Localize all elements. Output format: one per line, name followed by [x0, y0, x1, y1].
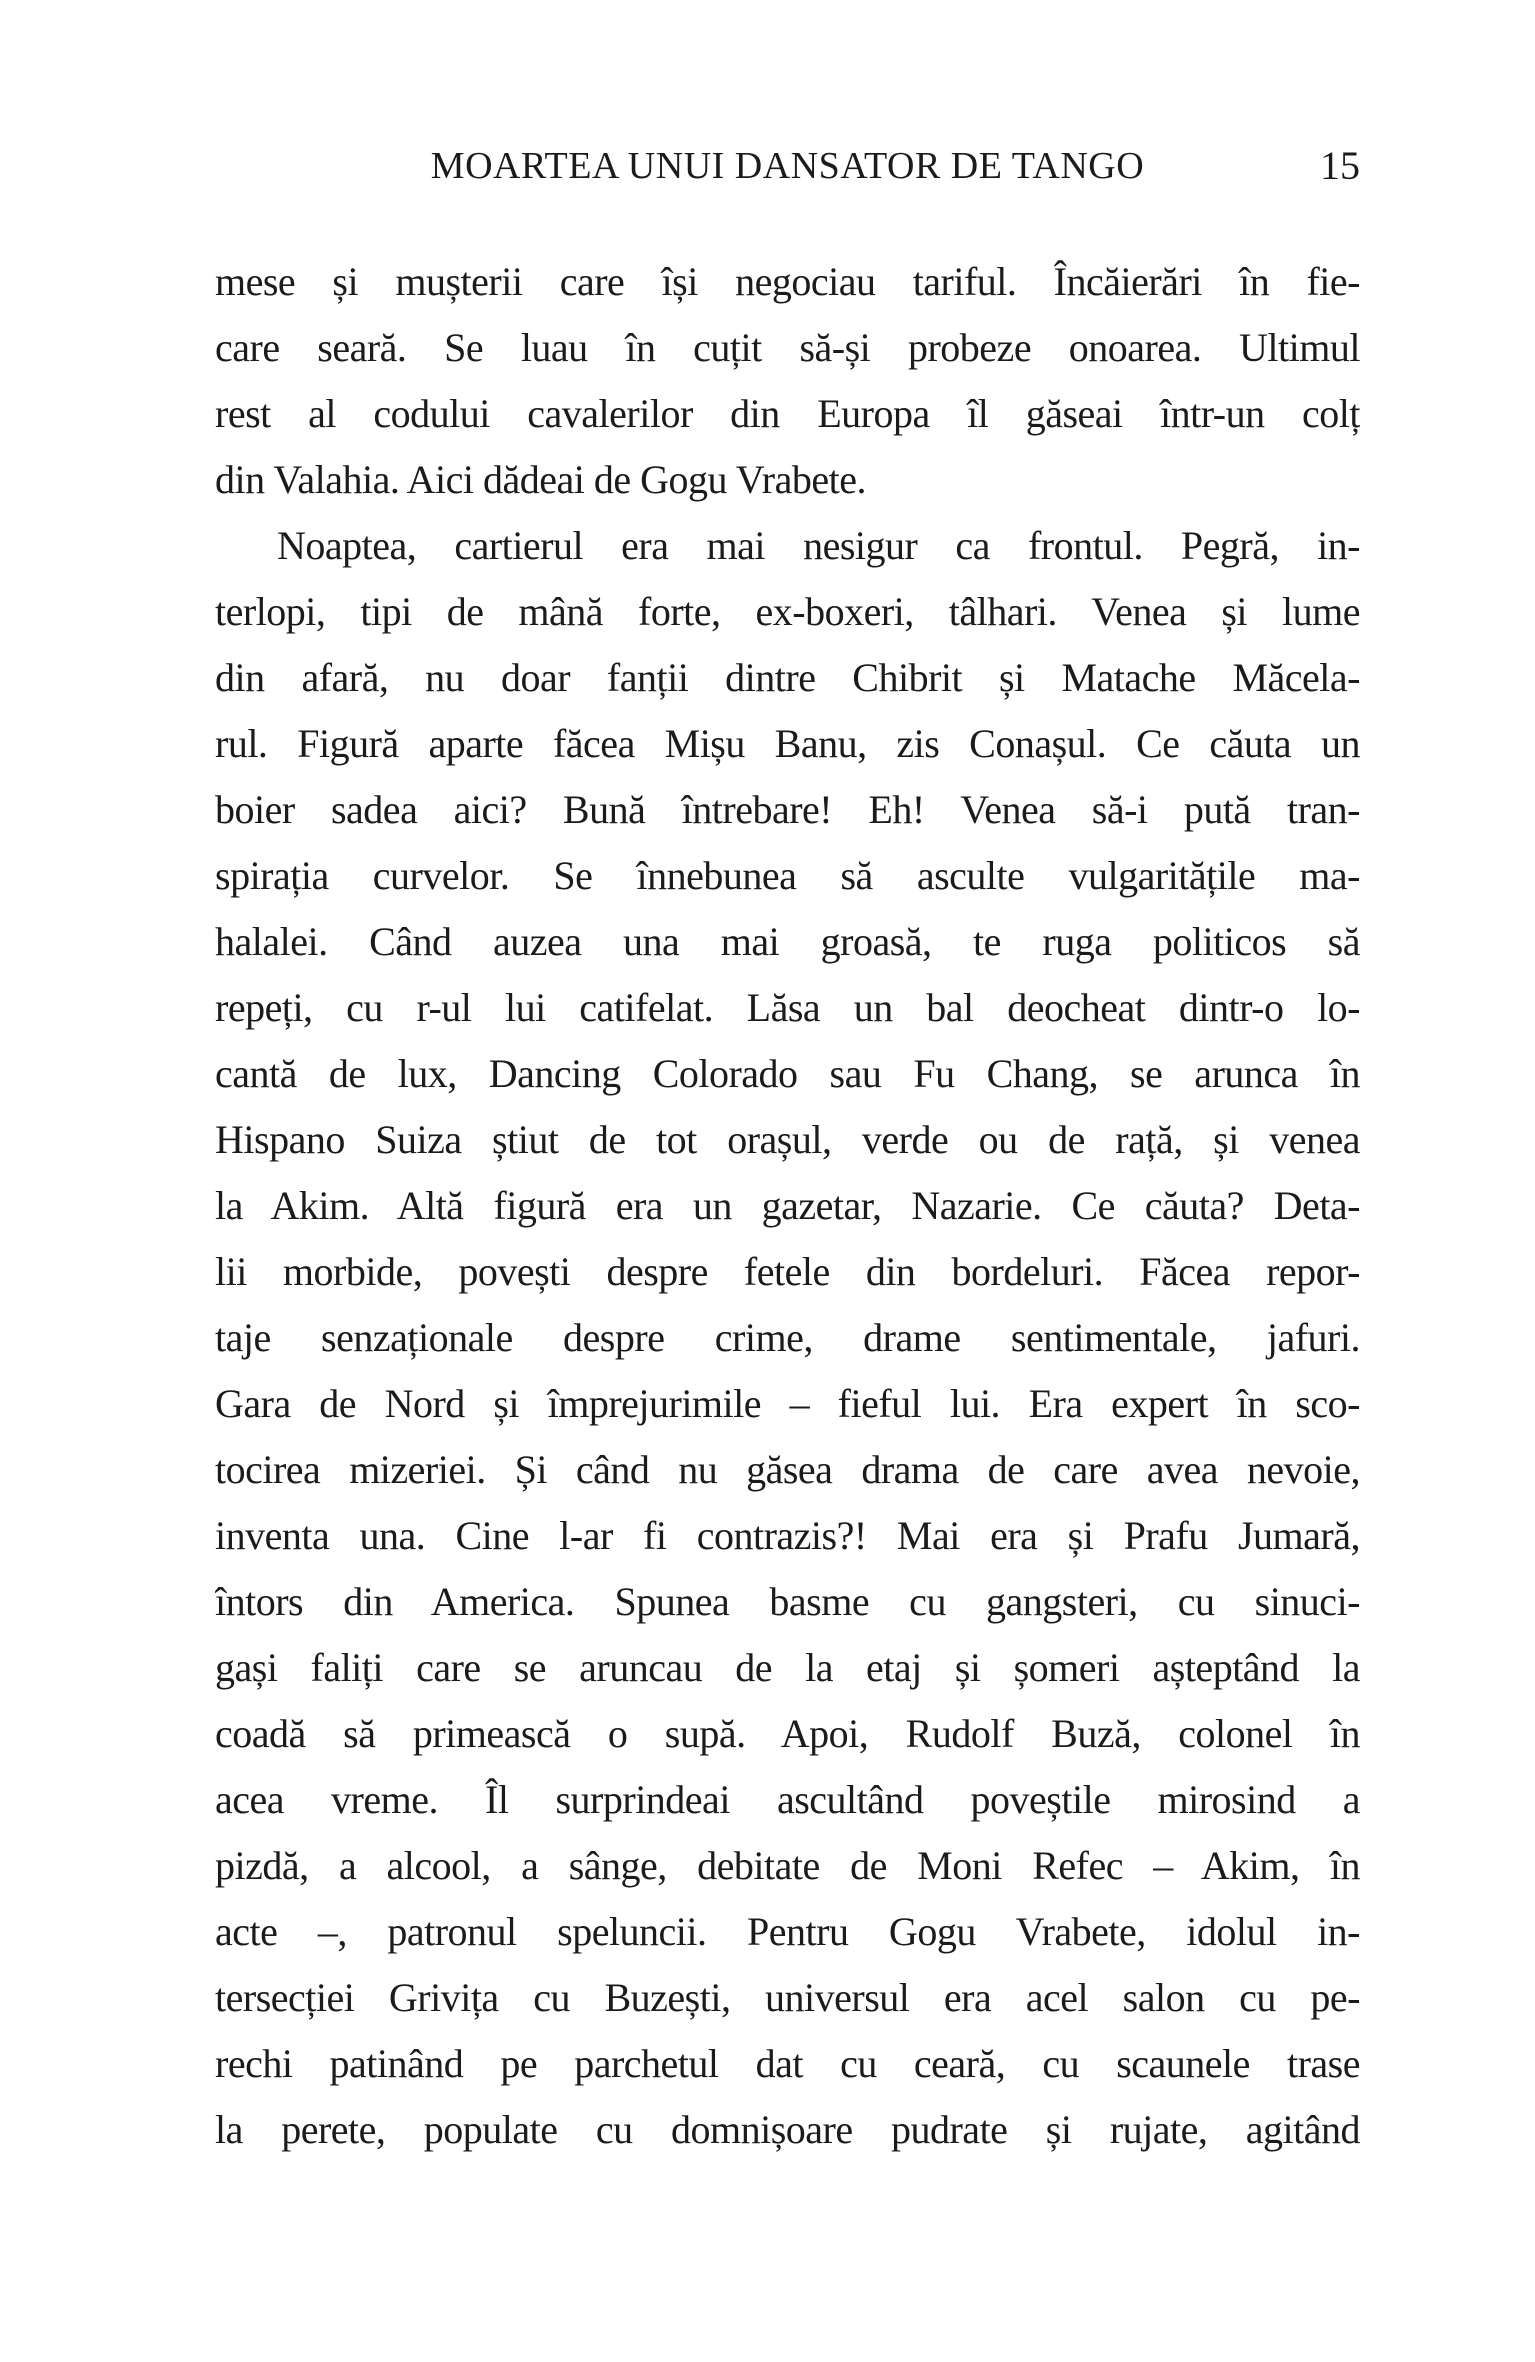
text-line: taje senzaționale despre crime, drame sentimentale, jafuri. [215, 1315, 1360, 1360]
text-line: rechi patinând pe parchetul dat cu ceară, cu scaunele trase [215, 2041, 1360, 2086]
text-line: repeți, cu r-ul lui catifelat. Lăsa un bal deocheat dintr-o lo- [215, 985, 1360, 1030]
text-line: gași faliți care se aruncau de la etaj și șomeri așteptând la [215, 1645, 1360, 1690]
text-line: din afară, nu doar fanții dintre Chibrit și Matache Măcela- [215, 655, 1360, 700]
text-line: Noaptea, cartierul era mai nesigur ca frontul. Pegră, in- [277, 523, 1360, 568]
page-number: 15 [1320, 143, 1360, 188]
text-line: din Valahia. Aici dădeai de Gogu Vrabete. [215, 457, 866, 502]
text-line: rul. Figură aparte făcea Mișu Banu, zis Conașul. Ce căuta un [215, 721, 1360, 766]
page-header [215, 143, 1360, 189]
text-line: spirația curvelor. Se înnebunea să asculte vulgaritățile ma- [215, 853, 1360, 898]
text-line: terlopi, tipi de mână forte, ex-boxeri, tâlhari. Venea și lume [215, 589, 1360, 634]
text-line: tocirea mizeriei. Și când nu găsea drama de care avea nevoie, [215, 1447, 1360, 1492]
text-line: halalei. Când auzea una mai groasă, te ruga politicos să [215, 919, 1360, 964]
text-line: boier sadea aici? Bună întrebare! Eh! Venea să-i pută tran- [215, 787, 1360, 832]
text-line: lii morbide, povești despre fetele din bordeluri. Făcea repor- [215, 1249, 1360, 1294]
text-line: acte –, patronul speluncii. Pentru Gogu Vrabete, idolul in- [215, 1909, 1360, 1954]
text-block [215, 249, 1360, 2163]
text-line: la Akim. Altă figură era un gazetar, Nazarie. Ce căuta? Deta- [215, 1183, 1360, 1228]
text-line: pizdă, a alcool, a sânge, debitate de Moni Refec – Akim, în [215, 1843, 1360, 1888]
text-line: la perete, populate cu domnișoare pudrate și rujate, agitând [215, 2107, 1360, 2152]
text-line: rest al codului cavalerilor din Europa îl găseai într-un colț [215, 391, 1360, 436]
text-line: cantă de lux, Dancing Colorado sau Fu Chang, se arunca în [215, 1051, 1360, 1096]
text-line: acea vreme. Îl surprindeai ascultând poveștile mirosind a [215, 1777, 1360, 1822]
text-line: inventa una. Cine l-ar fi contrazis?! Mai era și Prafu Jumară, [215, 1513, 1360, 1558]
text-line: coadă să primească o supă. Apoi, Rudolf Buză, colonel în [215, 1711, 1360, 1756]
text-line: Gara de Nord și împrejurimile – fieful lui. Era expert în sco- [215, 1381, 1360, 1426]
text-line: Hispano Suiza știut de tot orașul, verde ou de rață, și venea [215, 1117, 1360, 1162]
text-line: care seară. Se luau în cuțit să-și probeze onoarea. Ultimul [215, 325, 1360, 370]
running-title: MOARTEA UNUI DANSATOR DE TANGO [430, 145, 1145, 187]
text-line: întors din America. Spunea basme cu gangsteri, cu sinuci- [215, 1579, 1360, 1624]
text-line: tersecției Grivița cu Buzești, universul era acel salon cu pe- [215, 1975, 1360, 2020]
text-line: mese și mușterii care își negociau tariful. Încăierări în fie- [215, 259, 1360, 304]
